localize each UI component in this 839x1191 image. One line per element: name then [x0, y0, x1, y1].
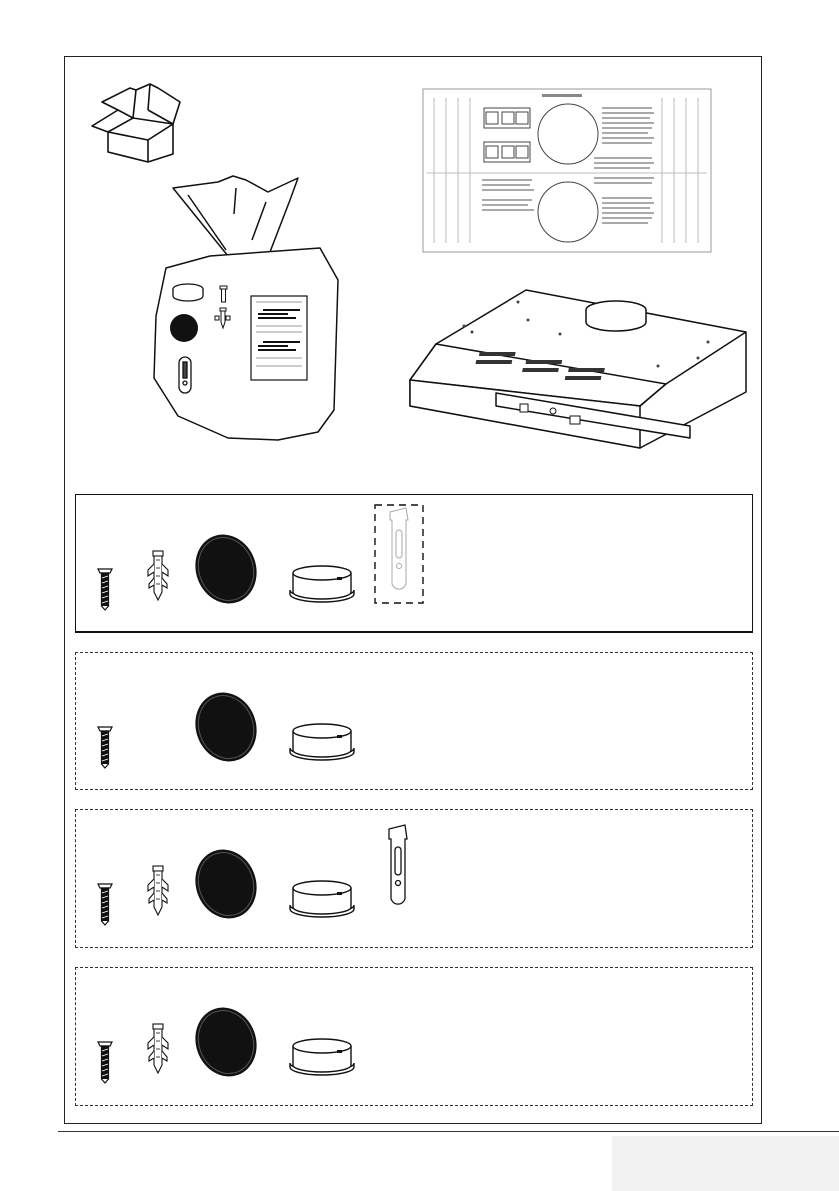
wall-plug-icon [147, 550, 169, 602]
carbon-filter-icon [194, 690, 258, 764]
flange-ring-icon [287, 722, 357, 762]
carbon-filter-icon [194, 1005, 258, 1079]
screw-icon [97, 1037, 113, 1083]
wall-plug-icon [147, 1023, 169, 1075]
carbon-filter-icon [194, 847, 258, 921]
carbon-filter-icon [194, 532, 258, 606]
screw-icon [97, 879, 113, 925]
flange-ring-icon [287, 879, 357, 919]
bracket-icon [374, 504, 424, 604]
bracket-icon [386, 825, 410, 911]
screw-icon [97, 722, 113, 768]
flange-ring-icon [287, 564, 357, 604]
flange-ring-icon [287, 1037, 357, 1077]
wall-plug-icon [147, 865, 169, 917]
screw-icon [97, 564, 113, 610]
